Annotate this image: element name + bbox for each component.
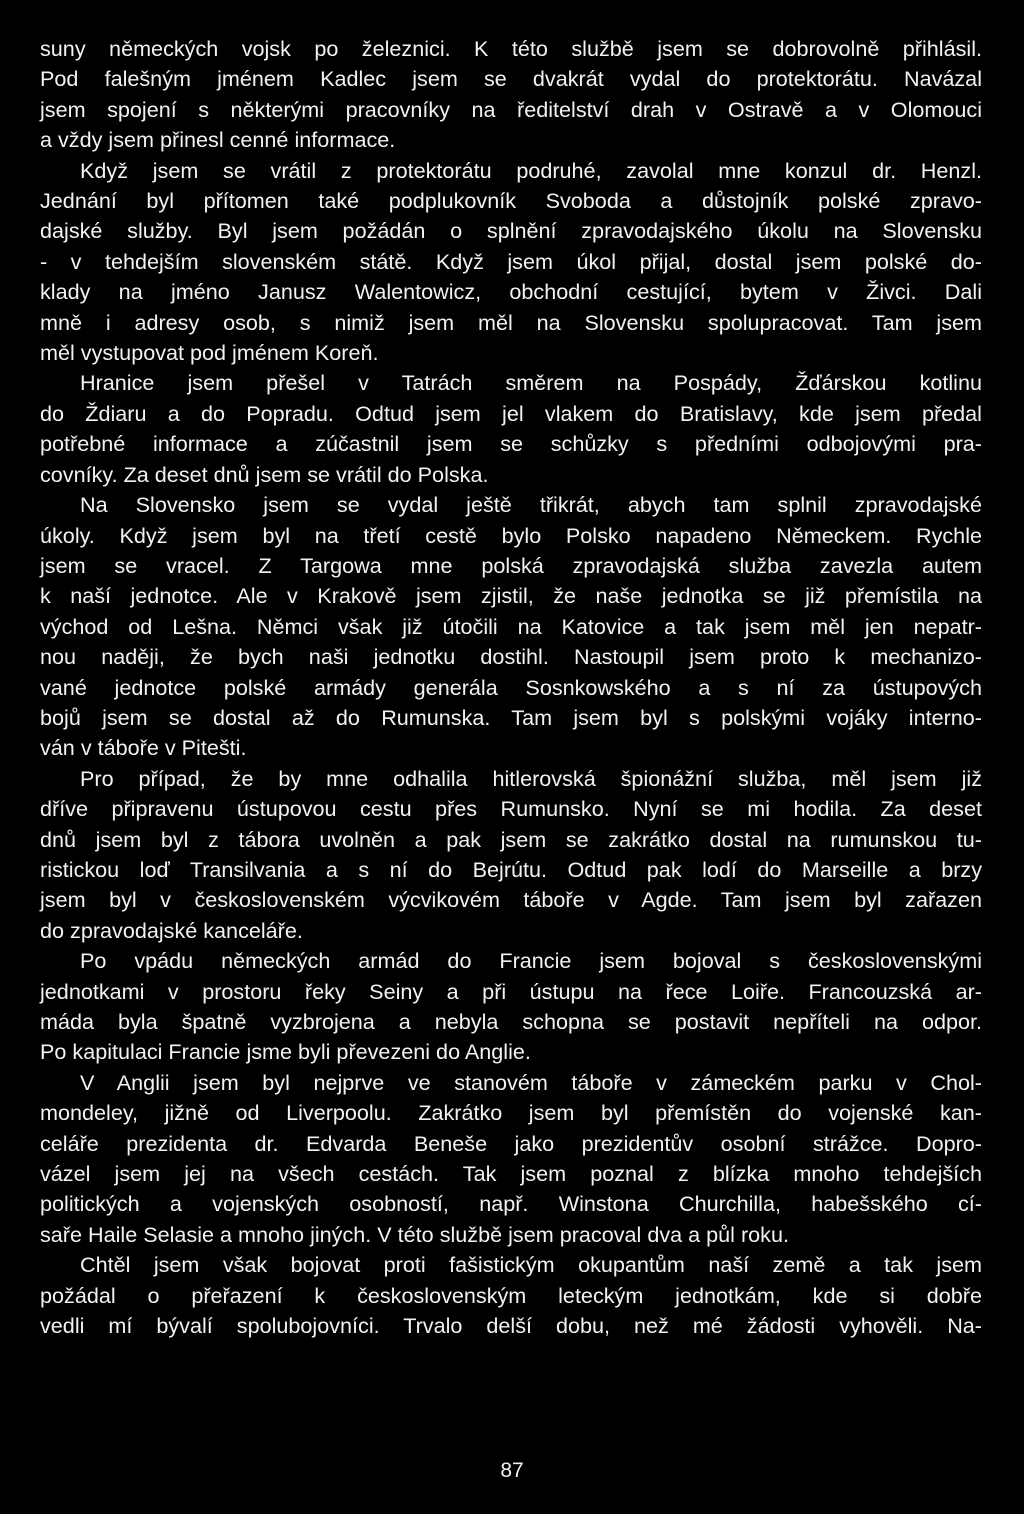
text-line: úkoly. Když jsem byl na třetí cestě bylo Polsko napadeno Německem. Rychle xyxy=(40,522,982,548)
text-line: klady na jméno Janusz Walentowicz, obchodní cestující, bytem v Živci. Dali xyxy=(40,279,982,305)
text-line: suny německých vojsk po železnici. K této službě jsem se dobrovolně přihlásil. xyxy=(40,36,982,61)
text-line: Pod falešným jménem Kadlec jsem se dvakrát vydal do protektorátu. Navázal xyxy=(40,66,982,92)
text-line: politických a vojenských osobností, např. Winstona Churchilla, habešského cí- xyxy=(40,1191,982,1217)
text-line: jsem byl v československém výcvikovém táboře v Agde. Tam jsem byl zařazen xyxy=(40,887,982,913)
text-line: máda byla špatně vyzbrojena a nebyla schopna se postavit nepříteli na odpor. xyxy=(40,1009,982,1034)
text-line: Hranice jsem přešel v Tatrách směrem na Pospády, Žďárskou kotlinu xyxy=(80,370,982,396)
text-line: dajské služby. Byl jsem požádán o splnění zpravodajského úkolu na Slovensku xyxy=(40,218,982,244)
text-line: ván v táboře v Pitešti. xyxy=(40,735,247,761)
text-line: - v tehdejším slovenském státě. Když jsem úkol přijal, dostal jsem polské do- xyxy=(40,248,982,274)
text-line: jsem spojení s některými pracovníky na ředitelství drah v Ostravě a v Olomouci xyxy=(40,96,982,122)
text-line: Když jsem se vrátil z protektorátu podruhé, zavolal mne konzul dr. Henzl. xyxy=(80,157,982,183)
text-line: bojů jsem se dostal až do Rumunska. Tam jsem byl s polskými vojáky interno- xyxy=(40,704,982,730)
text-line: potřebné informace a zúčastnil jsem se schůzky s předními odbojovými pra- xyxy=(40,431,982,457)
text-line: V Anglii jsem byl nejprve ve stanovém táboře v zámeckém parku v Chol- xyxy=(80,1069,982,1095)
text-line: covníky. Za deset dnů jsem se vrátil do Polska. xyxy=(40,461,489,487)
text-line: Chtěl jsem však bojovat proti fašistickým okupantům naší země a tak jsem xyxy=(80,1252,982,1278)
text-line: a vždy jsem přinesl cenné informace. xyxy=(40,127,396,153)
text-line: celáře prezidenta dr. Edvarda Beneše jako prezidentův osobní strážce. Dopro- xyxy=(40,1130,982,1156)
text-line: vané jednotce polské armády generála Sosnkowského a s ní za ústupových xyxy=(40,674,982,700)
text-line: mně i adresy osob, s nimiž jsem měl na Slovensku spolupracovat. Tam jsem xyxy=(40,309,982,335)
text-line: saře Haile Selasie a mnoho jiných. V této službě jsem pracoval dva a půl roku. xyxy=(40,1221,789,1247)
text-line: do Ždiaru a do Popradu. Odtud jsem jel vlakem do Bratislavy, kde jsem předal xyxy=(40,400,982,426)
text-line: dnů jsem byl z tábora uvolněn a pak jsem se zakrátko dostal na rumunskou tu- xyxy=(40,826,982,852)
text-line: k naší jednotce. Ale v Krakově jsem zjistil, že naše jednotka se již přemístila na xyxy=(40,583,982,609)
text-line: jsem se vracel. Z Targowa mne polská zpravodajská služba zavezla autem xyxy=(40,552,982,578)
text-line: Po kapitulaci Francie jsme byli převezeni do Anglie. xyxy=(40,1039,531,1065)
text-line: Na Slovensko jsem se vydal ještě třikrát, abych tam splnil zpravodajské xyxy=(80,492,982,518)
text-line: vázel jsem jej na všech cestách. Tak jsem poznal z blízka mnoho tehdejších xyxy=(40,1161,982,1187)
text-line: vedli mí bývalí spolubojovníci. Trvalo delší dobu, než mé žádosti vyhověli. Na- xyxy=(40,1313,982,1339)
text-line: dříve připravenu ústupovou cestu přes Rumunsko. Nyní se mi hodila. Za deset xyxy=(40,796,982,822)
text-line: východ od Lešna. Němci však již útočili na Katovice a tak jsem měl jen nepatr- xyxy=(40,613,982,639)
text-line: do zpravodajské kanceláře. xyxy=(40,917,303,943)
text-line: požádal o přeřazení k československým leteckým jednotkám, kde si dobře xyxy=(40,1282,982,1308)
text-line: nou naději, že bych naši jednotku dostihl. Nastoupil jsem proto k mechanizo- xyxy=(40,644,982,670)
text-line: Jednání byl přítomen také podplukovník Svoboda a důstojník polské zpravo- xyxy=(40,188,982,214)
text-line: jednotkami v prostoru řeky Seiny a při ústupu na řece Loiře. Francouzská ar- xyxy=(40,978,982,1004)
page-body xyxy=(40,34,982,1341)
text-line: Po vpádu německých armád do Francie jsem bojoval s československými xyxy=(80,948,982,974)
page-number: 87 xyxy=(500,1459,524,1482)
text-line: Pro případ, že by mne odhalila hitlerovská špionážní služba, měl jsem již xyxy=(80,765,982,791)
text-line: ristickou loď Transilvania a s ní do Bejrútu. Odtud pak lodí do Marseille a brzy xyxy=(40,856,982,882)
text-line: mondeley, jižně od Liverpoolu. Zakrátko jsem byl přemístěn do vojenské kan- xyxy=(40,1100,982,1126)
text-line: měl vystupovat pod jménem Koreň. xyxy=(40,340,379,366)
